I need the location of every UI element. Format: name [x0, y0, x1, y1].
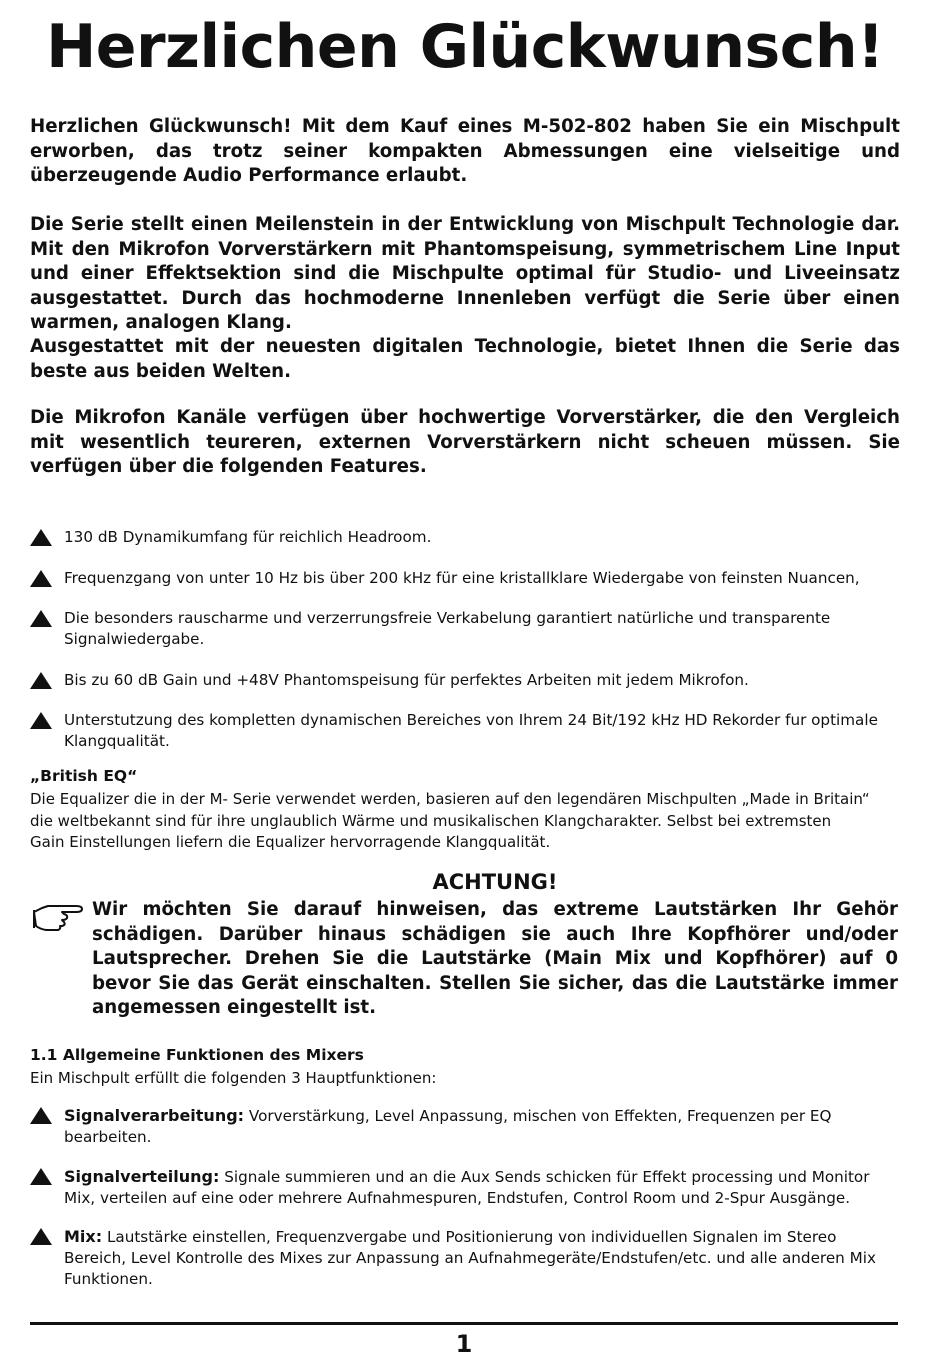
function-text: Signale summieren und an die Aux Sends schicken für Effekt processing und Monitor Mix, verteilen auf eine oder mehrere Aufnahmespuren, Endstufen, Control Room und 2-Spur Ausgänge. [64, 1168, 870, 1207]
intro-paragraph-4: Die Mikrofon Kanäle verfügen über hochwertige Vorverstärker, die den Vergleich mit wesentlich teureren, externen Vorverstärkern nicht scheuen müssen. Sie verfügen über die folgenden Features. [30, 407, 900, 477]
achtung-title: ACHTUNG! [432, 870, 558, 894]
triangle-bullet-icon [30, 610, 52, 627]
triangle-bullet-icon [30, 570, 52, 587]
intro-paragraph-2: Die Serie stellt einen Meilenstein in der Entwicklung von Mischpult Technologie dar. Mit den Mikrofon Vorverstärkern mit Phantomspeisung, symmetrischem Line Input und einer Effektsektion sind die Mischpulte optimal für Studio- und Liveeinsatz ausgestattet. Durch das hochmoderne Innenleben verfügt die Serie über einen warmen, analogen Klang. [30, 214, 900, 333]
british-eq-text: Die Equalizer die in der M- Serie verwendet werden, basieren auf den legendären Mischpulten „Made in Britain“ die weltbekannt sind für ihre unglaublich Wärme und musikalischen Klangcharakter. Selbst bei extremsten Gain Einstellungen liefern die Equalizer hervorragende Klangqualität. [30, 790, 870, 851]
function-text: Lautstärke einstellen, Frequenzvergabe und Positionierung von individuellen Signalen im Stereo Bereich, Level Kontrolle des Mixes zur Anpassung an Aufnahmegeräte/Endstufen/etc. und alle anderen Mix Funktionen. [64, 1228, 876, 1288]
achtung-text: Wir möchten Sie darauf hinweisen, das extreme Lautstärken Ihr Gehör schädigen. Darüber hinaus schädigen sie auch Ihre Kopfhörer und/oder Lautsprecher. Drehen Sie die Lautstärke (Main Mix und Kopfhörer) auf 0 bevor Sie das Gerät einschalten. Stellen Sie sicher, das die Lautstärke immer angemessen eingestellt ist. [92, 899, 898, 1018]
feature-text: Frequenzgang von unter 10 Hz bis über 200 kHz für eine kristallklare Wiedergabe von feinsten Nuancen, [64, 569, 860, 587]
function-item [30, 1226, 898, 1290]
triangle-bullet-icon [30, 672, 52, 689]
function-item [30, 1166, 898, 1209]
triangle-bullet-icon [30, 1228, 52, 1245]
feature-text: Die besonders rauscharme und verzerrungsfreie Verkabelung garantiert natürliche und transparente Signalwiedergabe. [64, 609, 831, 648]
feature-item [30, 568, 898, 589]
feature-text: 130 dB Dynamikumfang für reichlich Headroom. [64, 528, 432, 546]
intro-paragraph-1: Herzlichen Glückwunsch! Mit dem Kauf eines M-502-802 haben Sie ein Mischpult erworben, das trotz seiner kompakten Abmessungen eine vielseitige und überzeugende Audio Performance erlaubt. [30, 116, 900, 186]
footer-divider [30, 1322, 898, 1325]
function-term: Signalverteilung: [64, 1167, 220, 1186]
section-intro: Ein Mischpult erfüllt die folgenden 3 Hauptfunktionen: [30, 1069, 437, 1087]
page-number: 1 [455, 1330, 473, 1358]
feature-text: Unterstutzung des kompletten dynamischen Bereiches von Ihrem 24 Bit/192 kHz HD Rekorder fur optimale Klangqualität. [64, 711, 878, 750]
function-text: Vorverstärkung, Level Anpassung, mischen von Effekten, Frequenzen per EQ bearbeiten. [64, 1107, 832, 1146]
feature-text: Bis zu 60 dB Gain und +48V Phantomspeisung für perfektes Arbeiten mit jedem Mikrofon. [64, 671, 749, 689]
section-title: 1.1 Allgemeine Funktionen des Mixers [30, 1046, 364, 1064]
function-item [30, 1105, 898, 1148]
feature-item [30, 670, 898, 691]
page-title: Herzlichen Glückwunsch! [46, 12, 884, 82]
intro-paragraph-3: Ausgestattet mit der neuesten digitalen Technologie, bietet Ihnen die Serie das beste aus beiden Welten. [30, 336, 900, 382]
british-eq-title: „British EQ“ [30, 767, 138, 785]
function-term: Signalverarbeitung: [64, 1106, 245, 1125]
feature-item [30, 710, 898, 752]
pointing-hand-icon [32, 900, 90, 932]
function-term: Mix: [64, 1227, 103, 1246]
triangle-bullet-icon [30, 1107, 52, 1124]
feature-item [30, 527, 898, 548]
triangle-bullet-icon [30, 529, 52, 546]
triangle-bullet-icon [30, 712, 52, 729]
triangle-bullet-icon [30, 1168, 52, 1185]
feature-item [30, 608, 898, 650]
